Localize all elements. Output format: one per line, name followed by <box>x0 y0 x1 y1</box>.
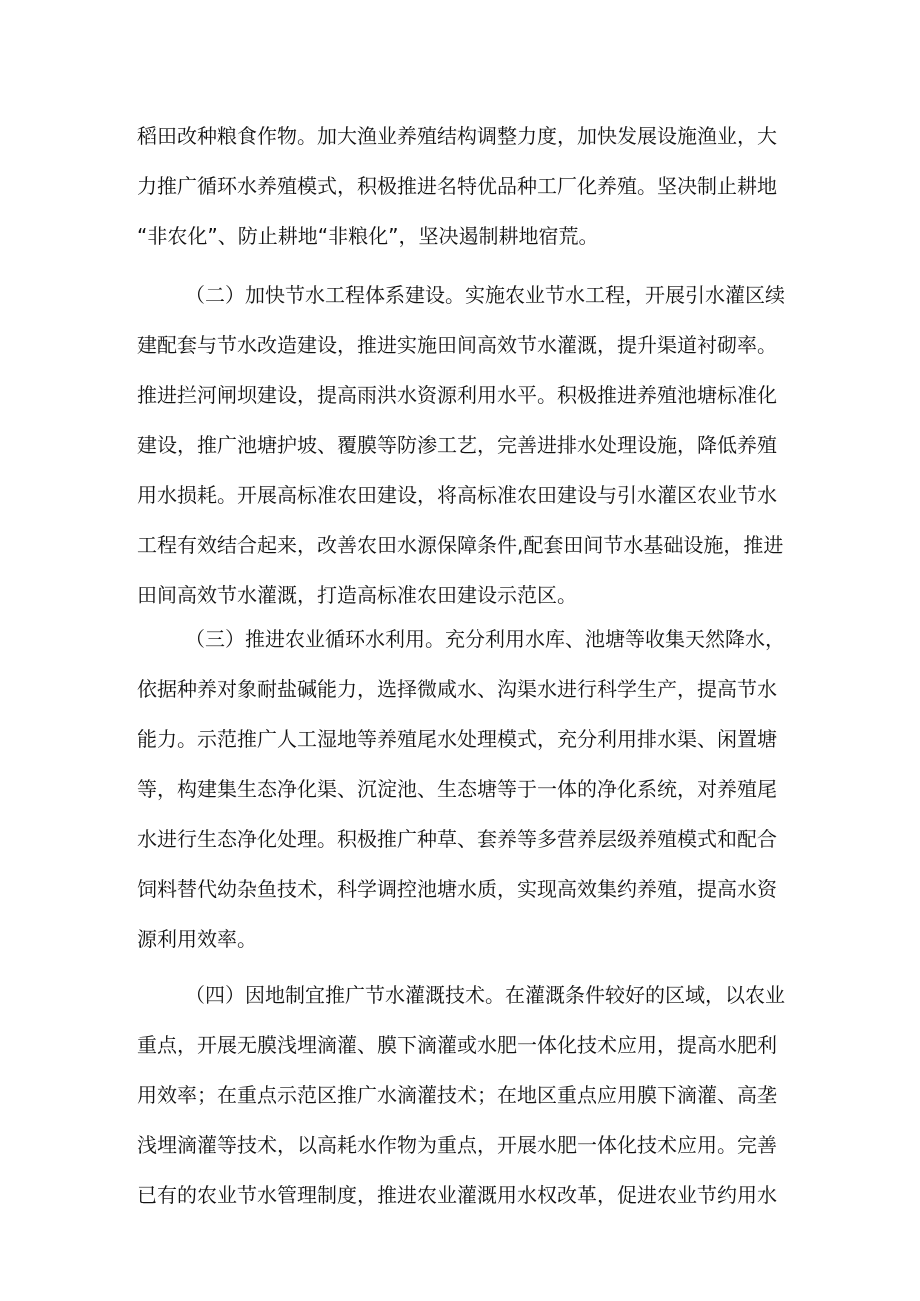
paragraph-water-recycling <box>137 614 787 964</box>
text-line: 用水损耗。开展高标准农田建设，将高标准农田建设与引水灌区农业节水 <box>137 483 777 507</box>
text-line: 等，构建集生态净化渠、沉淀池、生态塘等于一体的净化系统，对养殖尾 <box>137 777 777 801</box>
text-line: 依据种养对象耐盐碱能力，选择微咸水、沟渠水进行科学生产，提高节水 <box>137 677 777 701</box>
text-line: 源利用效率。 <box>137 927 257 951</box>
text-line: 工程有效结合起来，改善农田水源保障条件,配套田间节水基础设施，推进 <box>137 533 784 557</box>
text-line: 建配套与节水改造建设，推进实施田间高效节水灌溉，提升渠道衬砌率。 <box>137 333 777 357</box>
text-line: 重点，开展无膜浅埋滴灌、膜下滴灌或水肥一体化技术应用，提高水肥利 <box>137 1033 777 1057</box>
text-line: 推进拦河闸坝建设，提高雨洪水资源利用水平。积极推进养殖池塘标准化 <box>137 383 777 407</box>
text-line: 田间高效节水灌溉，打造高标准农田建设示范区。 <box>137 583 577 607</box>
text-line-first: （二）加快节水工程体系建设。实施农业节水工程，开展引水灌区续 <box>185 283 785 307</box>
text-line: 用效率；在重点示范区推广水滴灌技术；在地区重点应用膜下滴灌、高垄 <box>137 1083 777 1107</box>
paragraph-water-saving-engineering <box>137 270 787 620</box>
text-line-first: （三）推进农业循环水利用。充分利用水库、池塘等收集天然降水， <box>185 627 785 651</box>
text-line: 饲料替代幼杂鱼技术，科学调控池塘水质，实现高效集约养殖，提高水资 <box>137 877 777 901</box>
text-line: 力推广循环水养殖模式，积极推进名特优品种工厂化养殖。坚决制止耕地 <box>137 174 777 198</box>
paragraph-continuation <box>137 111 787 261</box>
text-line: 稻田改种粮食作物。加大渔业养殖结构调整力度，加快发展设施渔业，大 <box>137 124 777 148</box>
text-line: 能力。示范推广人工湿地等养殖尾水处理模式，充分利用排水渠、闲置塘 <box>137 727 777 751</box>
text-line: 水进行生态净化处理。积极推广种草、套养等多营养层级养殖模式和配合 <box>137 827 777 851</box>
text-line-first: （四）因地制宜推广节水灌溉技术。在灌溉条件较好的区域，以农业 <box>185 983 785 1007</box>
text-line: 浅埋滴灌等技术，以高耗水作物为重点，开展水肥一体化技术应用。完善 <box>137 1133 777 1157</box>
text-line: 已有的农业节水管理制度，推进农业灌溉用水权改革，促进农业节约用水 <box>137 1183 777 1207</box>
text-line: 建设，推广池塘护坡、覆膜等防渗工艺，完善进排水处理设施，降低养殖 <box>137 433 777 457</box>
text-line: “非农化”、防止耕地“非粮化”，坚决遏制耕地宿荒。 <box>137 224 599 248</box>
paragraph-irrigation-technology <box>137 970 787 1220</box>
